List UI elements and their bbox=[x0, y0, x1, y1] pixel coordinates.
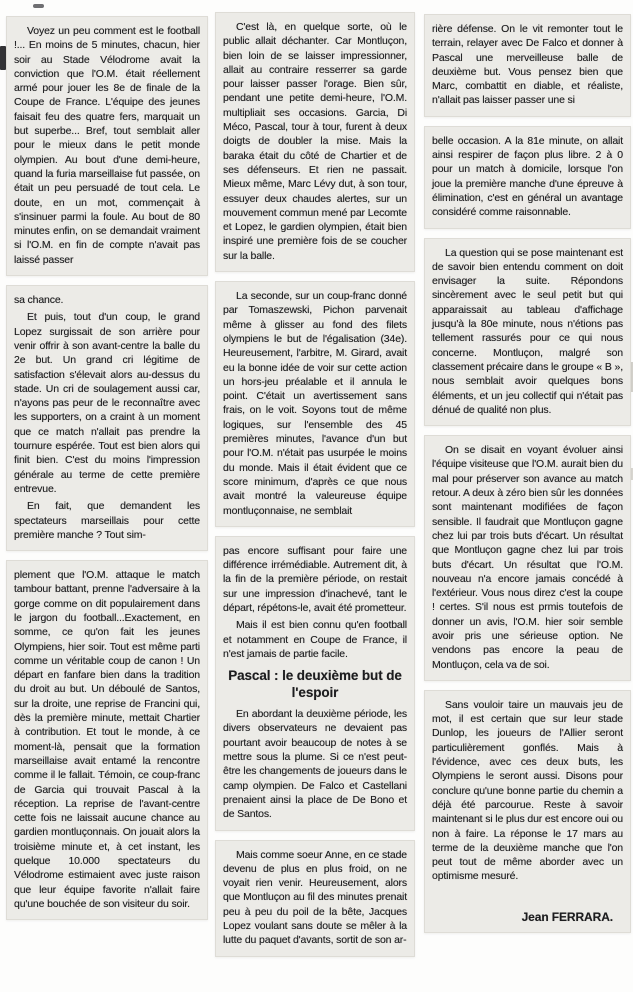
clipping-block bbox=[424, 14, 631, 117]
article-paragraph: plement que l'O.M. attaque le match tambour battant, prenne l'adversaire à la gorge comme on dit populairement dans le jargon du football...Exactement, en somme, ce qu'on fait les jeunes Olympiens, hier soir. Tout est même parti comme un véritable coup de canon ! Un départ en fanfare bien dans la tradition du droit au but. Un déboulé de Santos, sur la droite, une reprise de Francini qui, dès la première minute, mettait Chartier à contribution. Et tout le monde, à ce moment-là, pensait que la formation marseillaise avait entamé la rencontre comme il le fallait. Témoin, ce coup-franc de Garcia qui trouvait Pascal à la réception. La reprise de l'avant-centre cette fois ne laissait aucune chance au gardien montluçonnais. On jouait alors la troisième minute et, à cet instant, les quelque 10.000 spectateurs du Vélodrome estimaient avec juste raison que leur équipe favorite n'allait faire qu'une bouchée de son visiteur du soir. bbox=[14, 569, 200, 910]
clipping-block bbox=[424, 126, 631, 229]
clipping-block bbox=[215, 281, 415, 527]
article-paragraph: Mais il est bien connu qu'en football et notamment en Coupe de France, il n'est jamais de partie facile. bbox=[223, 619, 407, 660]
article-paragraph: En fait, que demandent les spectateurs marseillais pour cette première manche ? Tout sim- bbox=[14, 500, 200, 541]
clipping-block bbox=[6, 16, 208, 276]
article-paragraph: pas encore suffisant pour faire une différence irrémédiable. Autrement dit, à la fin de la première période, on restait sur une impression d'inachevé, tant le départ, répétons-le, avait été prometteur. bbox=[223, 544, 407, 614]
clipping-block bbox=[215, 840, 415, 957]
article-paragraph: Mais comme soeur Anne, en ce stade devenu de plus en plus froid, on ne voyait rien venir. Heureusement, alors que Montluçon au fil des minutes prenait peu à peu du poil de la bête, Jacques Lopez voulant sans doute se mêler à la lutte du paquet d'avants, sortit de son ar- bbox=[223, 848, 407, 947]
article-paragraph: C'est là, en quelque sorte, où le public allait déchanter. Car Montluçon, bien loin de se laisser impressionner, allait au contraire resserrer sa garde pour laisser passer l'orage. Bien sûr, pendant une petite demi-heure, l'O.M. multipliait ses occasions. Garcia, Di Méco, Pascal, tour à tour, furent à deux doigts de doubler la mise. Mais la baraka était du côté de Chartier et de ses défenseurs. Et rien ne passait. Mieux même, Marc Lévy dut, à son tour, essuyer deux chaudes alertes, sur un mouvement commun mené par Lecomte et Lopez, le gardien olympien, était bien inspiré une première fois de se coucher sur la balle. bbox=[223, 21, 407, 262]
article-paragraph: On se disait en voyant évoluer ainsi l'équipe visiteuse que l'O.M. aurait bien du mal pour préserver son avance au match retour. A deux à zéro bien sûr les données sont maintenant modifiées de façon sensible. Il faudrait que Montluçon gagne chez lui par trois buts d'écart. Un résultat que Montluçon gagne chez lui par trois buts d'écart. Un résultat que l'O.M. nouveau n'a encore jamais concédé à l'extérieur. Vous nous direz c'est la coupe ! certes. S'il nous est prmis toutefois de donner un avis, l'O.M. hier soir semble avoir pris une sérieuse option. Ne vendons pas encore la peau de Montluçon, cela va de soi. bbox=[432, 444, 623, 671]
article-paragraph: En abordant la deuxième période, les divers observateurs ne devaient pas pourtant avoir beaucoup de notes à se mettre sous la plume. Si ce n'est peut-être les changements de joueurs dans le camp olympien. De Falco et Castellani prenaient ainsi la place de De Bono et de Santos. bbox=[223, 708, 407, 821]
article-column-3 bbox=[424, 14, 631, 942]
article-paragraph: Et puis, tout d'un coup, le grand Lopez surgissait de son arrière pour venir offrir à son avant-centre la balle du 2e but. Un grand cri légitime de satisfaction s'élevait alors au-dessus du stade. Un cri de soulagement aussi car, n'ayons pas peur de le reconnaître avec les supporters, on a craint à un moment que ce match n'allait pas prendre la tournure espérée. Tout est bien alors qui finit bien. C'est du moins l'impression générale au terme de cette première entrevue. bbox=[14, 311, 200, 495]
article-paragraph: sa chance. bbox=[14, 294, 64, 307]
article-paragraph: rière défense. On le vit remonter tout le terrain, relayer avec De Falco et donner à Pascal une merveilleuse balle de deuxième but. Vous pensez bien que Marc, combattit en diable, et réaliste, n'allait pas laisser passer une si bbox=[432, 23, 623, 107]
article-paragraph: Voyez un peu comment est le football !... En moins de 5 minutes, chacun, hier soir au Stade Vélodrome avait la conviction que l'O.M. était réellement armé pour jouer les 8e de finale de la Coupe de France. L'équipe des jeunes faisait feu des quatre fers, marquait un but superbe... Bref, tout semblait aller pour le mieux dans le petit monde olympien. Au bout d'une demi-heure, quand la furia marseillaise fut passée, on était un peu persuadé de tout cela. Le doute, en un mot, commençait à s'insinuer parmi la foule. Au bout de 80 minutes enfin, on se demandait vraiment si l'O.M. en fin de compte n'avait pas laissé passer bbox=[14, 25, 200, 266]
scan-artifact-top-mark bbox=[33, 4, 44, 8]
article-paragraph: Sans vouloir taire un mauvais jeu de mot, il est certain que sur leur stade Dunlop, les joueurs de l'Allier seront particulièrement gonflés. Mais à l'évidence, avec ces deux buts, les Olympiens le seront aussi. Disons pour conclure qu'une bonne partie du chemin a déjà été parcourue. Reste à savoir maintenant si le plus dur est encore oui ou non à faire. La réponse le 17 mars au terme de la deuxième manche que l'on peut tout de même aborder avec un optimisme mesuré. bbox=[432, 698, 623, 883]
clipping-block bbox=[6, 285, 208, 551]
article-paragraph: belle occasion. A la 81e minute, on allait ainsi respirer de façon plus libre. 2 à 0 pour un match à domicile, lorsque l'on joue la première manche d'une épreuve à élimination, c'est en général un avantage considéré comme raisonnable. bbox=[432, 134, 623, 219]
article-paragraph: La seconde, sur un coup-franc donné par Tomaszewski, Pichon parvenait même à glisser au fond des filets olympiens le but de l'égalisation (34e). Heureusement, l'arbitre, M. Girard, avait eu la bonne idée de voir sur cette action un hors-jeu préalable et il annula le point. C'était un avertissement sans frais, on le voit. Soyons tout de même logiques, sur l'ensemble des 45 premières minutes, l'avance d'un but pour l'O.M. n'était pas usurpée le moins du monde. Mais il était évident que ce score minimum, d'après ce que nous avait montré la valeureuse équipe montluçonnaise, ne semblait bbox=[223, 290, 407, 517]
clipping-block bbox=[6, 560, 208, 920]
clipping-block bbox=[215, 536, 415, 831]
article-subheadline: Pascal : le deuxième but de l'espoir bbox=[228, 668, 402, 700]
article-column-2 bbox=[215, 12, 415, 966]
clipping-block bbox=[424, 690, 631, 933]
clipping-block bbox=[424, 435, 631, 681]
clipping-block bbox=[424, 238, 631, 427]
byline-signature: Jean FERRARA. bbox=[521, 909, 613, 924]
article-column-1 bbox=[6, 16, 208, 929]
article-paragraph: La question qui se pose maintenant est de savoir bien entendu comment on doit envisager la suite. Répondons sincèrement avec le seul petit but qui apparaissait au tableau d'affichage jusqu'à la 80e minute, nous n'étions pas tellement rassurés pour ce qui nous concerne. Montluçon, malgré son classement précaire dans le groupe « B », nous semblait avoir quelques bons éléments, et un jeu collectif qui n'était pas dénué de qualité non plus. bbox=[432, 246, 623, 416]
clipping-block bbox=[215, 12, 415, 272]
